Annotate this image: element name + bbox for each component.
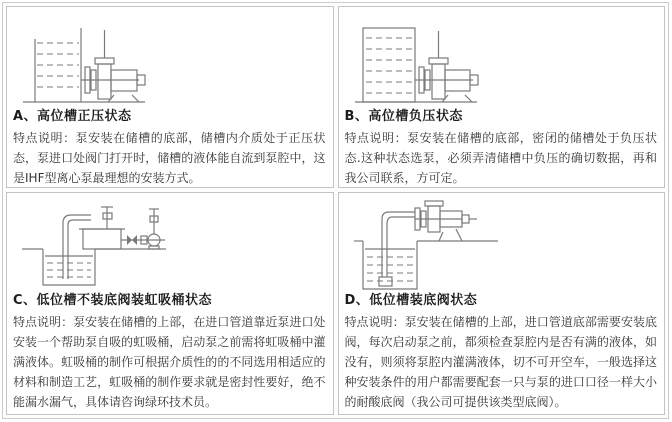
siphon-barrel-diagram bbox=[13, 197, 326, 291]
foot-valve-diagram bbox=[345, 197, 658, 291]
section-d-title: D、低位槽装底阀状态 bbox=[344, 293, 478, 308]
section-b-description: 特点说明：泵安装在储槽的底部，密闭的储槽处于负压状态.这种状态选泵，必须弄清储槽中负压的确切数据，再和我公司联系，方可定。 bbox=[344, 131, 657, 185]
section-a-description: 特点说明：泵安装在储槽的底部，储槽内介质处于正压状态，泵进口处阀门打开时，储槽的液体能自流到泵腔中，这是IHF型离心泵最理想的安装方式。 bbox=[13, 131, 326, 185]
pit-foot-valve-pump-figure-d bbox=[351, 199, 501, 293]
cell-d-foot-valve bbox=[338, 192, 666, 415]
cell-a-elevated-tank-positive bbox=[6, 6, 334, 188]
elevated-tank-positive-pressure-diagram bbox=[13, 11, 326, 107]
state-grid bbox=[6, 6, 665, 415]
cell-b-elevated-tank-negative bbox=[338, 6, 666, 188]
section-c-title: C、低位槽不装底阀装虹吸桶状态 bbox=[13, 293, 213, 308]
pit-siphon-pump-figure-c bbox=[19, 199, 169, 291]
section-c-description: 特点说明：泵安装在储槽的上部，在进口管道靠近泵进口处安装一个帮助泵自吸的虹吸桶，启动泵之前需将虹吸桶中灌满液体。虹吸桶的制作可根据介质性的的不同选用相适应的材料和制造工艺，虹吸桶的制作要求就是密封性要好，绝不能漏水漏气，具体请咨询绿环技术员。 bbox=[13, 315, 326, 409]
tank-pump-figure-b bbox=[351, 15, 481, 109]
section-b-title: B、高位槽负压状态 bbox=[344, 109, 463, 124]
cell-c-siphon-barrel bbox=[6, 192, 334, 415]
section-d-description: 特点说明：泵安装在储槽的上部，进口管道底部需要安装底阀，每次启动泵之前，都须检查泵腔内是否有满的液体，如没有，则须将泵腔内灌满液体，切不可开空车，一般选择这种安装条件的用户都需要配套一只与泵的进口口径一样大小的耐酸底阀（我公司可提供该类型底阀）。 bbox=[344, 315, 657, 409]
section-a-title: A、高位槽正压状态 bbox=[13, 109, 132, 124]
closed-tank-negative-pressure-diagram bbox=[345, 11, 658, 107]
installation-states-table bbox=[2, 2, 669, 419]
tank-pump-figure-a bbox=[19, 15, 149, 109]
